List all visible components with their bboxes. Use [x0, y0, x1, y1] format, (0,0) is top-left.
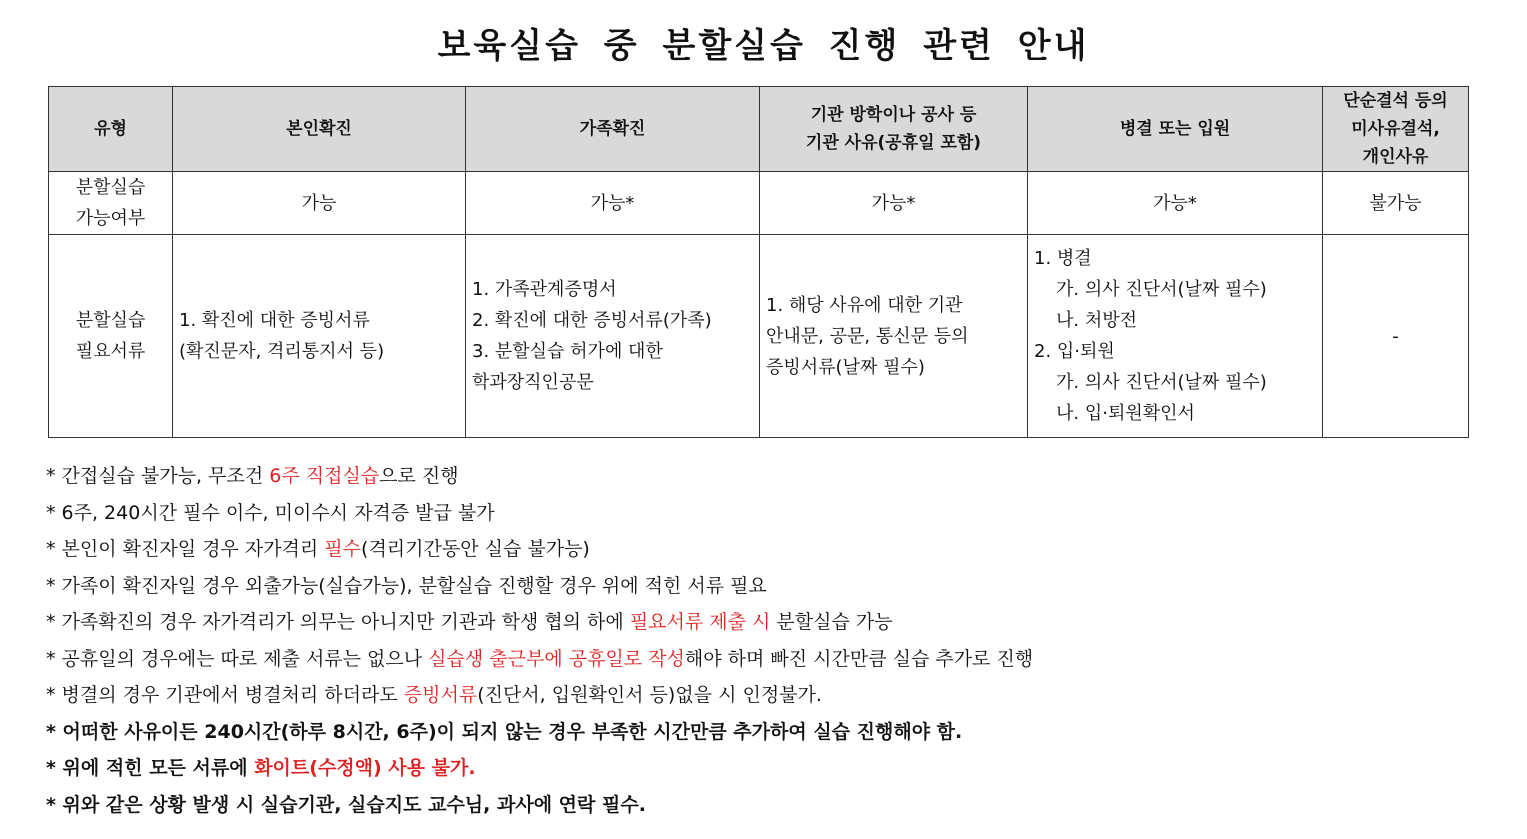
note-text: * 병결의 경우 기관에서 병결처리 하더라도: [46, 684, 404, 706]
note-text: * 간접실습 불가능, 무조건: [46, 465, 270, 487]
header-self-infected: 본인확진: [173, 87, 466, 172]
documents-absence: -: [1323, 235, 1469, 438]
note-item: [46, 458, 1486, 495]
note-text: * 가족확진의 경우 자가격리가 의무는 아니지만 기관과 학생 협의 하에: [46, 611, 630, 633]
row-label-documents: 분할실습 필요서류: [49, 235, 173, 438]
header-sick-hospital: 병결 또는 입원: [1028, 87, 1323, 172]
note-text: 으로 진행: [379, 465, 459, 487]
header-type: 유형: [49, 87, 173, 172]
note-text: * 위에 적힌 모든 서류에: [46, 757, 255, 779]
guide-table: [48, 86, 1469, 438]
note-text: (격리기간동안 실습 불가능): [361, 538, 590, 560]
note-text: * 가족이 확진자일 경우 외출가능(실습가능), 분할실습 진행할 경우 위에 적힌 서류 필요: [46, 574, 767, 597]
note-item: [46, 677, 1486, 714]
header-institution-reason: 기관 방학이나 공사 등 기관 사유(공휴일 포함): [760, 87, 1028, 172]
note-highlight: 필요서류 제출 시: [629, 611, 771, 633]
note-item: [46, 604, 1486, 641]
note-highlight: 6주 직접실습: [269, 465, 380, 487]
note-text: * 어떠한 사유이든 240시간(하루 8시간, 6주)이 되지 않는 경우 부족한 시간만큼 추가하여 실습 진행해야 함.: [46, 720, 963, 743]
note-item: [46, 714, 1486, 751]
note-item: [46, 568, 1486, 605]
header-absence: 단순결석 등의 미사유결석, 개인사유: [1323, 87, 1469, 172]
note-item: [46, 641, 1486, 678]
table-row-documents: [49, 235, 1469, 438]
note-item: [46, 750, 1486, 787]
availability-self: 가능: [173, 172, 466, 235]
table-header-row: [49, 87, 1469, 172]
note-highlight: 화이트(수정액) 사용 불가.: [254, 757, 476, 779]
header-family-infected: 가족확진: [466, 87, 760, 172]
table-row-availability: [49, 172, 1469, 235]
note-item: [46, 495, 1486, 532]
note-text: * 6주, 240시간 필수 이수, 미이수시 자격증 발급 불가: [46, 501, 495, 524]
row-label-availability: 분할실습 가능여부: [49, 172, 173, 235]
note-item: [46, 787, 1486, 824]
documents-family: 1. 가족관계증명서 2. 확진에 대한 증빙서류(가족) 3. 분할실습 허가에 대한 학과장직인공문: [466, 235, 760, 438]
documents-sick: 1. 병결 가. 의사 진단서(날짜 필수) 나. 처방전 2. 입·퇴원 가. 의사 진단서(날짜 필수) 나. 입·퇴원확인서: [1028, 235, 1323, 438]
note-text: * 위와 같은 상황 발생 시 실습기관, 실습지도 교수님, 과사에 연락 필수.: [46, 793, 646, 816]
documents-self: 1. 확진에 대한 증빙서류 (확진문자, 격리통지서 등): [173, 235, 466, 438]
note-text: 해야 하며 빠진 시간만큼 실습 추가로 진행: [684, 647, 1034, 670]
note-item: [46, 531, 1486, 568]
documents-institution: 1. 해당 사유에 대한 기관 안내문, 공문, 통신문 등의 증빙서류(날짜 필수): [760, 235, 1028, 438]
availability-family: 가능*: [466, 172, 760, 235]
availability-absence: 불가능: [1323, 172, 1469, 235]
availability-sick: 가능*: [1028, 172, 1323, 235]
note-text: (진단서, 입원확인서 등)없을 시 인정불가.: [477, 684, 822, 706]
notes-list: [46, 458, 1486, 823]
page-title: 보육실습 중 분할실습 진행 관련 안내: [437, 26, 1090, 66]
note-text: * 본인이 확진자일 경우 자가격리: [46, 538, 325, 560]
note-highlight: 증빙서류: [403, 684, 478, 706]
note-text: 분할실습 가능: [770, 611, 893, 633]
note-highlight: 실습생 출근부에 공휴일로 작성: [428, 647, 685, 670]
note-text: * 공휴일의 경우에는 따로 제출 서류는 없으나: [46, 647, 429, 670]
availability-institution: 가능*: [760, 172, 1028, 235]
note-highlight: 필수: [324, 538, 362, 560]
